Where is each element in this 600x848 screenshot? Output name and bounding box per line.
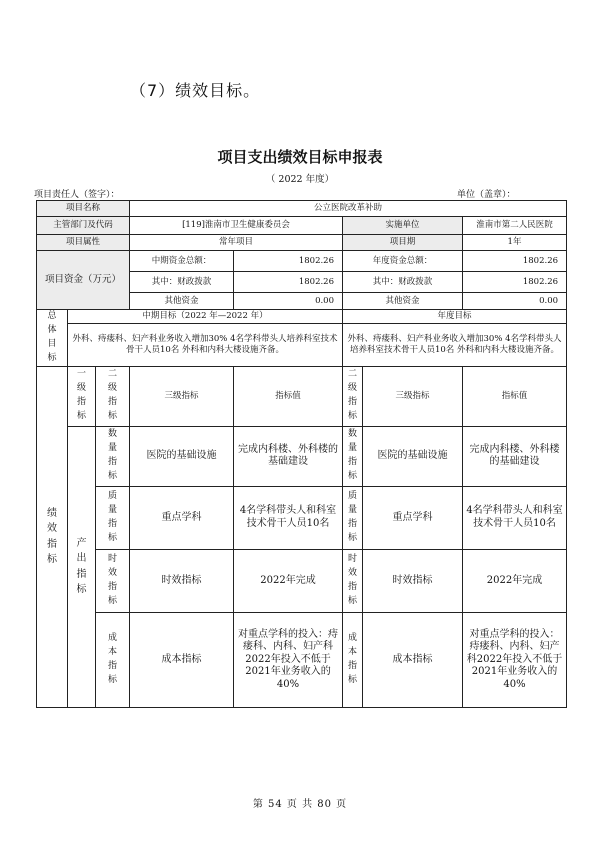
level2-cost-year: 成本指标 [343, 612, 363, 707]
project-name-label: 项目名称 [37, 201, 130, 217]
level2-quantity-mid: 数量指标 [96, 426, 130, 486]
level3-quantity-year: 医院的基础设施 [363, 426, 463, 486]
output-indicator-label: 产出指标 [68, 426, 96, 707]
row-funds-total [37, 251, 567, 272]
value-header-mid: 指标值 [234, 366, 343, 426]
project-period-label: 项目期 [343, 235, 463, 251]
level3-quality-mid: 重点学科 [130, 486, 234, 549]
level3-cost-year: 成本指标 [363, 612, 463, 707]
level2-cost-mid: 成本指标 [96, 612, 130, 707]
implementing-unit-value: 淮南市第二人民医院 [463, 217, 567, 235]
value-quality-mid: 4名学科带头人和科室技术骨干人员10名 [234, 486, 343, 549]
project-attribute-value: 常年项目 [130, 235, 343, 251]
project-period-value: 1年 [463, 235, 567, 251]
row-quality-indicator [37, 486, 567, 549]
row-overall-text [37, 324, 567, 367]
row-overall-header [37, 310, 567, 324]
mid-fiscal-value: 1802.26 [234, 272, 343, 293]
mid-total-label: 中期资金总额： [130, 251, 234, 272]
value-cost-year: 对重点学科的投入：痔瘘科、内科、妇产科2022年投入不低于2021年业务收入的40% [463, 612, 567, 707]
year-target-header: 年度目标 [343, 310, 567, 324]
level3-timeliness-year: 时效指标 [363, 549, 463, 612]
year-target-text: 外科、痔瘘科、妇产科业务收入增加30% 4名学科带头人培养科室技术骨干人员10名 外科和内科大楼设施齐备。 [343, 324, 567, 367]
year-line: （ 2022 年度） [265, 174, 335, 185]
level2-header-year: 二级指标 [343, 366, 363, 426]
value-timeliness-mid: 2022年完成 [234, 549, 343, 612]
project-attribute-label: 项目属性 [37, 235, 130, 251]
level1-header: 一级指标 [68, 366, 96, 426]
responsible-person-label: 项目责任人（签字）： [34, 190, 120, 200]
form-title: 项目支出绩效目标申报表 [217, 148, 383, 166]
row-department [37, 217, 567, 235]
level2-quantity-year: 数量指标 [343, 426, 363, 486]
value-header-year: 指标值 [463, 366, 567, 426]
row-cost-indicator [37, 612, 567, 707]
year-total-label: 年度资金总额： [343, 251, 463, 272]
level3-cost-mid: 成本指标 [130, 612, 234, 707]
level2-quality-mid: 质量指标 [96, 486, 130, 549]
overall-target-label: 总体目标 [37, 310, 68, 367]
unit-seal-label: 单位（盖章）： [457, 190, 516, 200]
implementing-unit-label: 实施单位 [343, 217, 463, 235]
performance-target-table [36, 200, 567, 708]
level3-quantity-mid: 医院的基础设施 [130, 426, 234, 486]
value-quality-year: 4名学科带头人和科室技术骨干人员10名 [463, 486, 567, 549]
level3-header-mid: 三级指标 [130, 366, 234, 426]
project-name-value: 公立医院改革补助 [130, 201, 567, 217]
row-project-name [37, 201, 567, 217]
value-quantity-year: 完成内科楼、外科楼的基础建设 [463, 426, 567, 486]
year-other-value: 0.00 [463, 293, 567, 310]
year-fiscal-label: 其中：财政拨款 [343, 272, 463, 293]
value-quantity-mid: 完成内科楼、外科楼的基础建设 [234, 426, 343, 486]
row-quantity-indicator [37, 426, 567, 486]
mid-fiscal-label: 其中：财政拨款 [130, 272, 234, 293]
year-fiscal-value: 1802.26 [463, 272, 567, 293]
section-heading: （7）绩效目标。 [130, 81, 261, 100]
project-funds-label: 项目资金（万元） [37, 251, 130, 310]
department-value: [119]淮南市卫生健康委员会 [130, 217, 343, 235]
row-indicator-header [37, 366, 567, 426]
level2-timeliness-year: 时效指标 [343, 549, 363, 612]
mid-other-label: 其他资金 [130, 293, 234, 310]
level2-header-mid: 二级指标 [96, 366, 130, 426]
performance-indicator-label: 绩效指标 [37, 366, 68, 707]
page-number: 第 54 页 共 80 页 [252, 799, 348, 810]
row-attribute [37, 235, 567, 251]
value-timeliness-year: 2022年完成 [463, 549, 567, 612]
level3-header-year: 三级指标 [363, 366, 463, 426]
mid-target-header: 中期目标（2022 年—2022 年） [68, 310, 343, 324]
mid-target-text: 外科、痔瘘科、妇产科业务收入增加30% 4名学科带头人培养科室技术骨干人员10名 外科和内科大楼设施齐备。 [68, 324, 343, 367]
row-timeliness-indicator [37, 549, 567, 612]
year-other-label: 其他资金 [343, 293, 463, 310]
department-label: 主管部门及代码 [37, 217, 130, 235]
level3-quality-year: 重点学科 [363, 486, 463, 549]
level2-timeliness-mid: 时效指标 [96, 549, 130, 612]
level2-quality-year: 质量指标 [343, 486, 363, 549]
year-total-value: 1802.26 [463, 251, 567, 272]
mid-other-value: 0.00 [234, 293, 343, 310]
level3-timeliness-mid: 时效指标 [130, 549, 234, 612]
value-cost-mid: 对重点学科的投入：痔瘘科、内科、妇产科2022年投入不低于2021年业务收入的40% [234, 612, 343, 707]
mid-total-value: 1802.26 [234, 251, 343, 272]
